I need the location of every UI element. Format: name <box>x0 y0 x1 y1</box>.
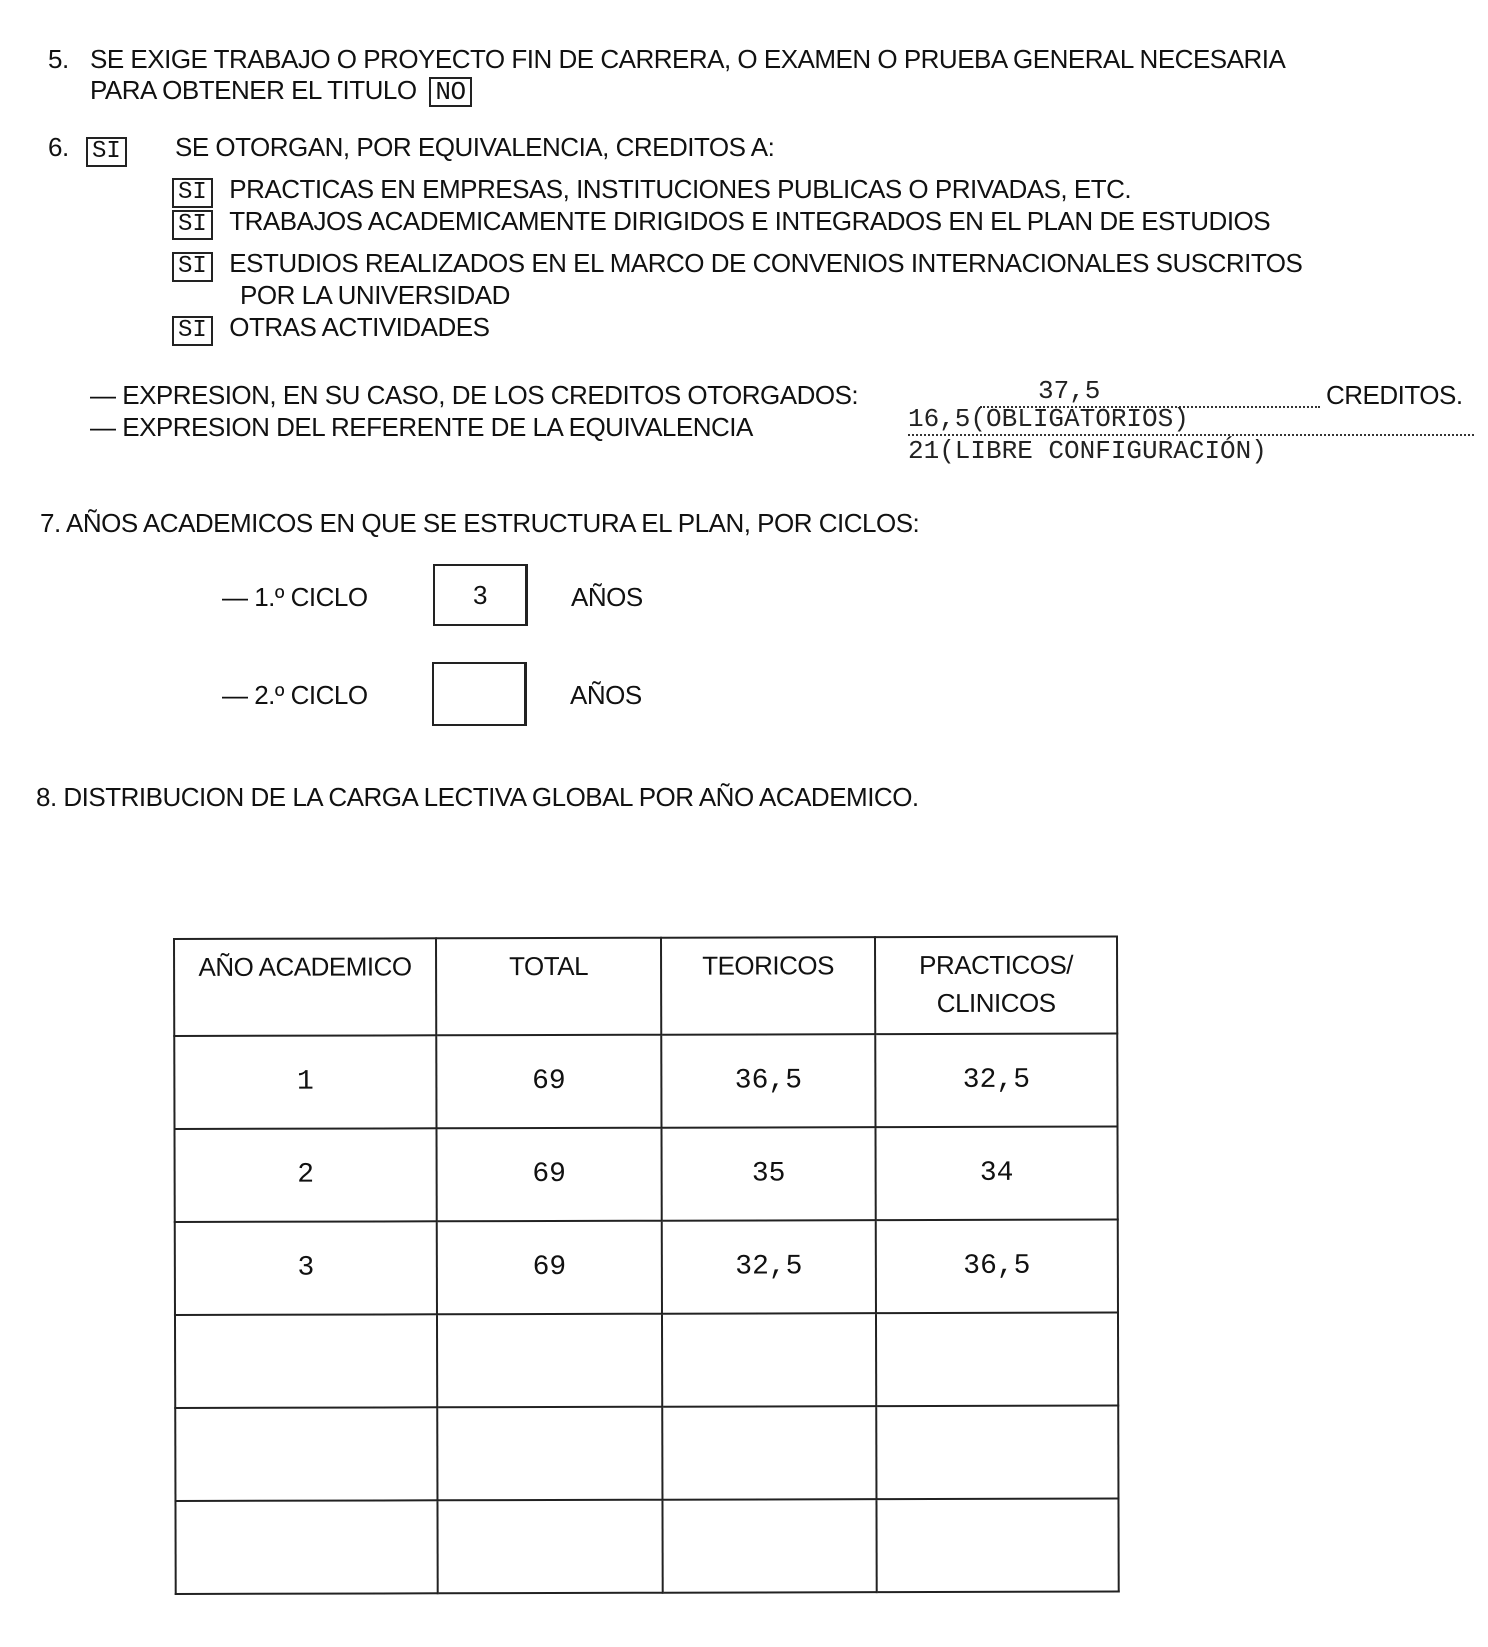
item6-option-trabajos <box>172 206 1270 240</box>
cell-total[interactable] <box>437 1407 662 1501</box>
cell-teoricos[interactable] <box>662 1313 876 1407</box>
referente-field-line2 <box>908 436 1267 466</box>
referente-value-line1: 16,5(OBLIGATORIOS) <box>908 404 1189 434</box>
table-row <box>175 1127 1118 1222</box>
cell-practicos[interactable] <box>876 1499 1118 1593</box>
referente-label: — EXPRESION DEL REFERENTE DE LA EQUIVALENCIA <box>90 412 753 442</box>
cell-practicos[interactable] <box>876 1313 1118 1407</box>
item5-number: 5. <box>48 44 69 74</box>
option-otras-answer-box[interactable]: SI <box>172 316 213 346</box>
cell-ano: 3 <box>175 1221 437 1315</box>
cell-teoricos[interactable] <box>662 1406 876 1500</box>
header-teoricos: TEORICOS <box>661 937 875 1035</box>
ciclo2-label: — 2.º CICLO <box>222 680 368 710</box>
option-trabajos-label: TRABAJOS ACADEMICAMENTE DIRIGIDOS E INTEGRADOS EN EL PLAN DE ESTUDIOS <box>229 206 1271 236</box>
cell-total: 69 <box>437 1221 662 1315</box>
option-estudios-answer-box[interactable]: SI <box>172 252 213 282</box>
cell-teoricos: 35 <box>661 1127 875 1221</box>
item6-number: 6. <box>48 132 69 162</box>
header-ano-academico: AÑO ACADEMICO <box>174 938 436 1036</box>
cell-practicos: 34 <box>875 1127 1117 1221</box>
option-practicas-label: PRACTICAS EN EMPRESAS, INSTITUCIONES PUBLICAS O PRIVADAS, ETC. <box>229 174 1132 204</box>
cell-total: 69 <box>436 1128 661 1222</box>
item5-question-line2-text: PARA OBTENER EL TITULO <box>90 75 417 105</box>
table-header-row <box>174 937 1117 1036</box>
cell-ano[interactable] <box>175 1500 437 1594</box>
header-total: TOTAL <box>436 938 661 1036</box>
cell-total: 69 <box>436 1035 661 1129</box>
ciclo2-unit: AÑOS <box>570 680 642 710</box>
cell-teoricos: 32,5 <box>662 1220 876 1314</box>
item7-heading: 7. AÑOS ACADEMICOS EN QUE SE ESTRUCTURA EL PLAN, POR CICLOS: <box>40 508 920 538</box>
cell-total[interactable] <box>437 1500 662 1594</box>
item6-option-otras <box>172 312 490 346</box>
carga-lectiva-table <box>173 936 1120 1595</box>
option-otras-label: OTRAS ACTIVIDADES <box>229 312 490 342</box>
cell-teoricos[interactable] <box>662 1499 876 1593</box>
item6-option-practicas <box>172 174 1131 208</box>
cell-ano[interactable] <box>175 1314 437 1408</box>
option-trabajos-answer-box[interactable]: SI <box>172 210 213 240</box>
ciclo1-label: — 1.º CICLO <box>222 582 368 612</box>
credits-otorgados-value: 37,5 <box>1038 376 1101 406</box>
item6-heading: SE OTORGAN, POR EQUIVALENCIA, CREDITOS A: <box>175 132 775 162</box>
ciclo1-years-box[interactable] <box>433 564 528 626</box>
item6-option-estudios <box>172 248 1302 282</box>
table-row <box>174 1034 1117 1129</box>
option-estudios-label-line2: POR LA UNIVERSIDAD <box>240 280 510 310</box>
cell-ano: 1 <box>174 1035 436 1129</box>
table-row <box>175 1313 1118 1408</box>
item5-question-line2 <box>90 75 472 107</box>
item5-answer-box[interactable]: NO <box>429 77 471 107</box>
table-row <box>175 1406 1118 1501</box>
ciclo1-years-value: 3 <box>473 579 487 610</box>
ciclo1-unit: AÑOS <box>571 582 643 612</box>
item6-answer-box[interactable]: SI <box>86 137 127 167</box>
item8-heading: 8. DISTRIBUCION DE LA CARGA LECTIVA GLOBAL POR AÑO ACADEMICO. <box>36 782 919 812</box>
credits-unit: CREDITOS. <box>1326 380 1463 410</box>
option-estudios-label: ESTUDIOS REALIZADOS EN EL MARCO DE CONVENIOS INTERNACIONALES SUSCRITOS <box>229 248 1303 278</box>
credits-otorgados-label: — EXPRESION, EN SU CASO, DE LOS CREDITOS OTORGADOS: <box>90 380 859 410</box>
table-row <box>175 1220 1118 1315</box>
item5-question-line1: SE EXIGE TRABAJO O PROYECTO FIN DE CARRERA, O EXAMEN O PRUEBA GENERAL NECESARIA <box>90 44 1286 74</box>
cell-ano[interactable] <box>175 1407 437 1501</box>
ciclo2-years-box[interactable] <box>432 662 527 726</box>
cell-practicos[interactable] <box>876 1406 1118 1500</box>
table-row <box>175 1499 1118 1594</box>
cell-practicos: 32,5 <box>875 1034 1117 1128</box>
cell-total[interactable] <box>437 1314 662 1408</box>
referente-field-line1 <box>908 404 1474 436</box>
cell-teoricos: 36,5 <box>661 1034 875 1128</box>
cell-ano: 2 <box>175 1128 437 1222</box>
option-practicas-answer-box[interactable]: SI <box>172 178 213 208</box>
referente-value-line2: 21(LIBRE CONFIGURACIÓN) <box>908 436 1267 466</box>
cell-practicos: 36,5 <box>876 1220 1118 1314</box>
header-practicos: PRACTICOS/ CLINICOS <box>875 937 1117 1035</box>
